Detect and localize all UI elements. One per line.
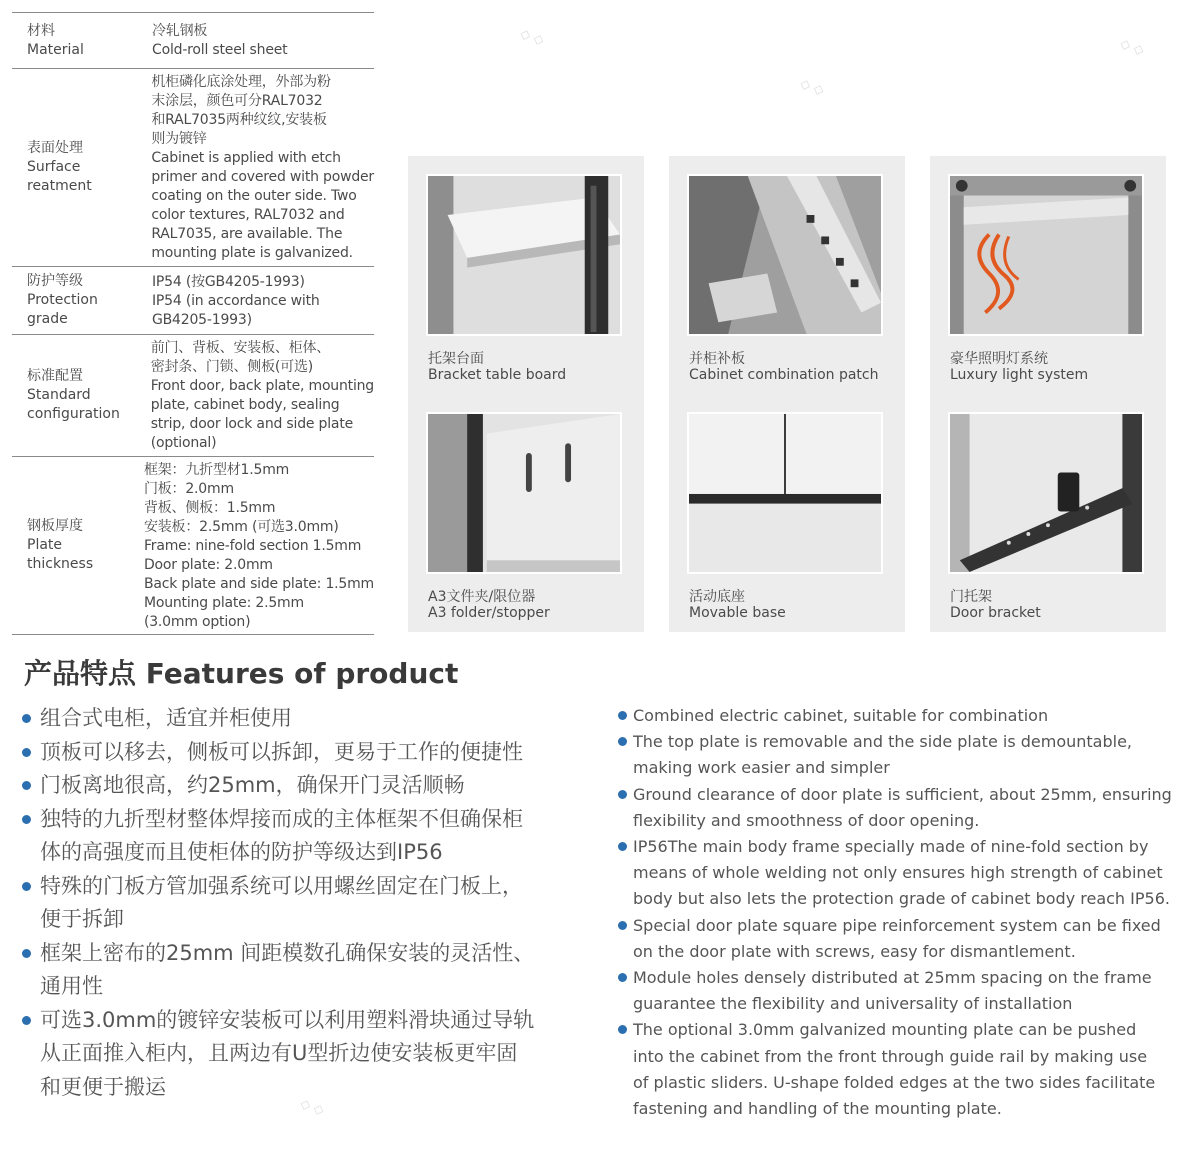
feature-line: flexibility and smoothness of door opening.	[633, 810, 980, 830]
gallery-item	[930, 394, 1166, 632]
gallery-caption-en: A3 folder/stopper	[428, 605, 550, 621]
spec-value-line: Frame: nine-fold section 1.5mm	[143, 537, 362, 554]
bullet-icon	[618, 1025, 627, 1034]
spec-label	[12, 69, 151, 266]
spec-label-cn: 防护等级	[27, 273, 83, 289]
spec-value-line: Back plate and side plate: 1.5mm	[143, 575, 374, 592]
watermark-logo: ◇ ◇	[1118, 36, 1146, 59]
spec-value-line: 框架：九折型材1.5mm	[143, 461, 290, 478]
spec-label-en: Protection	[27, 292, 98, 308]
spec-value-line: 安装板：2.5mm (可选3.0mm)	[143, 518, 339, 535]
light-system-photo	[948, 174, 1144, 336]
feature-line: 体的高强度而且使柜体的防护等级达到IP56	[40, 840, 443, 864]
feature-item	[22, 769, 592, 803]
spec-value-line: (3.0mm option)	[143, 613, 251, 630]
spec-value-line: 机柜磷化底涂处理，外部为粉	[151, 74, 331, 90]
gallery-caption-en: Luxury light system	[950, 367, 1089, 383]
spec-row-thickness	[12, 457, 374, 635]
bullet-icon	[22, 882, 31, 891]
feature-line: 门板离地很高，约25mm，确保开门灵活顺畅	[40, 773, 465, 797]
spec-value	[152, 13, 374, 68]
spec-label-cn: 标准配置	[27, 368, 83, 384]
spec-label-en: configuration	[27, 406, 120, 422]
gallery-caption-cn: A3文件夹/限位器	[428, 589, 536, 605]
gallery-caption-cn: 活动底座	[689, 589, 745, 605]
gallery-item	[408, 156, 644, 394]
watermark-logo: ◇ ◇	[518, 26, 546, 49]
feature-line: body but also lets the protection grade of cabinet body reach IP56.	[633, 889, 1170, 909]
feature-item	[22, 702, 592, 736]
feature-line: of plastic sliders. U-shape folded edges at the two sides facilitate	[633, 1072, 1156, 1092]
spec-label-en: Plate	[27, 537, 63, 553]
feature-line: 和更便于搬运	[40, 1074, 166, 1099]
spec-table	[12, 12, 374, 635]
feature-line: 独特的九折型材整体焊接而成的主体框架不但确保柜	[40, 806, 523, 831]
feature-line: Ground clearance of door plate is sufficient, about 25mm, ensuring	[633, 784, 1172, 804]
bracket-table-photo	[426, 174, 622, 336]
feature-line: The top plate is removable and the side plate is demountable,	[633, 732, 1133, 752]
feature-line: guarantee the flexibility and universality of installation	[633, 994, 1073, 1014]
spec-value-line: mounting plate is galvanized.	[151, 245, 353, 261]
spec-value-line: primer and covered with powder	[151, 169, 374, 185]
gallery-caption-cn: 并柜补板	[689, 351, 745, 367]
spec-value-line: Cabinet is applied with etch	[151, 150, 341, 166]
spec-value-line: strip, door lock and side plate	[150, 416, 354, 432]
feature-line: making work easier and simpler	[633, 758, 890, 778]
spec-label	[12, 457, 144, 634]
watermark-logo: ◇ ◇	[298, 1096, 326, 1119]
spec-value-line: 门板：2.0mm	[143, 480, 234, 497]
spec-value-line: GB4205-1993)	[152, 311, 252, 328]
spec-label-cn: 钢板厚度	[27, 518, 83, 534]
spec-value-line: coating on the outer side. Two	[151, 188, 357, 204]
feature-item	[618, 1017, 1178, 1122]
spec-label-en: Material	[27, 41, 84, 58]
feature-item	[618, 703, 1178, 729]
feature-line: Special door plate square pipe reinforcement system can be fixed	[633, 915, 1161, 935]
spec-label-en: Standard	[27, 387, 91, 403]
feature-item	[618, 782, 1178, 834]
gallery-item	[930, 156, 1166, 394]
spec-row-standard	[12, 335, 374, 457]
spec-value-line: Mounting plate: 2.5mm	[143, 594, 304, 611]
spec-value-line: RAL7035, are available. The	[151, 226, 343, 242]
spec-value-line: IP54 (按GB4205-1993)	[152, 273, 305, 290]
features-list-cn	[22, 702, 592, 1104]
feature-line: 框架上密布的25mm 间距模数孔确保安装的灵活性、	[40, 940, 535, 965]
spec-label-en: grade	[27, 311, 68, 327]
feature-line: 通用性	[40, 974, 103, 998]
feature-item	[22, 803, 592, 870]
bullet-icon	[22, 748, 31, 757]
spec-value	[152, 267, 374, 334]
gallery-caption-en: Door bracket	[950, 605, 1041, 621]
feature-line: on the door plate with screws, easy for dismantlement.	[633, 941, 1076, 961]
gallery-column	[930, 156, 1166, 632]
gallery-item	[669, 394, 905, 632]
gallery-column	[669, 156, 905, 632]
bullet-icon	[618, 737, 627, 746]
bullet-icon	[22, 815, 31, 824]
spec-label	[12, 13, 152, 68]
spec-value-line: 前门、背板、安装板、柜体、	[150, 340, 331, 356]
gallery-caption-en: Bracket table board	[428, 367, 567, 383]
spec-value	[144, 457, 374, 634]
bullet-icon	[618, 790, 627, 799]
gallery-column	[408, 156, 644, 632]
spec-value-line: Cold-roll steel sheet	[152, 42, 288, 58]
feature-item	[618, 729, 1178, 781]
photo-gallery	[408, 156, 1166, 632]
folder-stopper-photo	[426, 412, 622, 574]
gallery-caption-cn: 豪华照明灯系统	[950, 351, 1048, 367]
feature-line: 可选3.0mm的镀锌安装板可以利用塑料滑块通过导轨	[40, 1007, 535, 1032]
gallery-item	[669, 156, 905, 394]
spec-label-cn: 表面处理	[27, 140, 83, 156]
feature-line: Module holes densely distributed at 25mm spacing on the frame	[633, 968, 1152, 988]
gallery-caption-en: Cabinet combination patch	[689, 367, 879, 383]
spec-label	[12, 335, 151, 456]
features-title: 产品特点 Features of product	[24, 657, 459, 690]
feature-item	[618, 834, 1178, 913]
spec-value-line: 冷轧钢板	[152, 23, 208, 39]
feature-line: 顶板可以移去，侧板可以拆卸，更易于工作的便捷性	[40, 739, 523, 764]
features-list-en	[618, 703, 1178, 1122]
feature-line: IP56The main body frame specially made of nine-fold section by	[633, 837, 1149, 857]
spec-value	[151, 335, 374, 456]
spec-value-line: 背板、侧板：1.5mm	[143, 499, 276, 516]
feature-line: The optional 3.0mm galvanized mounting plate can be pushed	[633, 1020, 1137, 1040]
spec-label-en: thickness	[27, 556, 94, 572]
spec-label	[12, 267, 152, 334]
gallery-caption-cn: 托架台面	[428, 351, 484, 367]
spec-value-line: 则为镀锌	[151, 131, 207, 147]
spec-label-en: reatment	[27, 178, 92, 194]
feature-item	[22, 937, 592, 1004]
spec-value-line: (optional)	[150, 435, 217, 451]
bullet-icon	[22, 781, 31, 790]
spec-row-surface	[12, 69, 374, 267]
feature-item	[618, 913, 1178, 965]
feature-item	[618, 965, 1178, 1017]
bullet-icon	[618, 921, 627, 930]
spec-label-cn: 材料	[27, 22, 55, 39]
feature-line: 组合式电柜，适宜并柜使用	[40, 706, 292, 730]
spec-value-line: 和RAL7035两种纹纹,安装板	[151, 112, 327, 128]
movable-base-photo	[687, 412, 883, 574]
spec-value-line: 密封条、门锁、侧板(可选)	[150, 359, 314, 375]
spec-value-line: Door plate: 2.0mm	[143, 556, 273, 573]
feature-line: 特殊的门板方管加强系统可以用螺丝固定在门板上，	[40, 873, 523, 898]
feature-line: means of whole welding not only ensures high strength of cabinet	[633, 863, 1163, 883]
feature-line: fastening and handling of the mounting plate.	[633, 1099, 1002, 1119]
feature-line: 从正面推入柜内，且两边有U型折边使安装板更牢固	[40, 1041, 518, 1065]
spec-value-line: color textures, RAL7032 and	[151, 207, 345, 223]
spec-row-protection	[12, 267, 374, 335]
gallery-caption-en: Movable base	[689, 605, 786, 621]
spec-row-material	[12, 13, 374, 69]
spec-value	[151, 69, 374, 266]
feature-item	[22, 1004, 592, 1105]
door-bracket-photo	[948, 412, 1144, 574]
feature-line: Combined electric cabinet, suitable for combination	[633, 706, 1049, 725]
bullet-icon	[22, 1016, 31, 1025]
feature-line: 便于拆卸	[40, 907, 124, 931]
bullet-icon	[22, 714, 31, 723]
spec-value-line: Front door, back plate, mounting	[150, 378, 374, 394]
spec-label-en: Surface	[27, 159, 81, 175]
bullet-icon	[22, 949, 31, 958]
spec-value-line: plate, cabinet body, sealing	[150, 397, 340, 413]
gallery-item	[408, 394, 644, 632]
watermark-logo: ◇ ◇	[798, 76, 826, 99]
bullet-icon	[618, 711, 627, 720]
bullet-icon	[618, 842, 627, 851]
bullet-icon	[618, 973, 627, 982]
gallery-caption-cn: 门托架	[950, 589, 992, 605]
feature-line: into the cabinet from the front through guide rail by making use	[633, 1046, 1148, 1066]
feature-item	[22, 870, 592, 937]
combination-patch-photo	[687, 174, 883, 336]
spec-value-line: 末涂层，颜色可分RAL7032	[151, 93, 323, 109]
spec-value-line: IP54 (in accordance with	[152, 292, 320, 309]
feature-item	[22, 736, 592, 770]
